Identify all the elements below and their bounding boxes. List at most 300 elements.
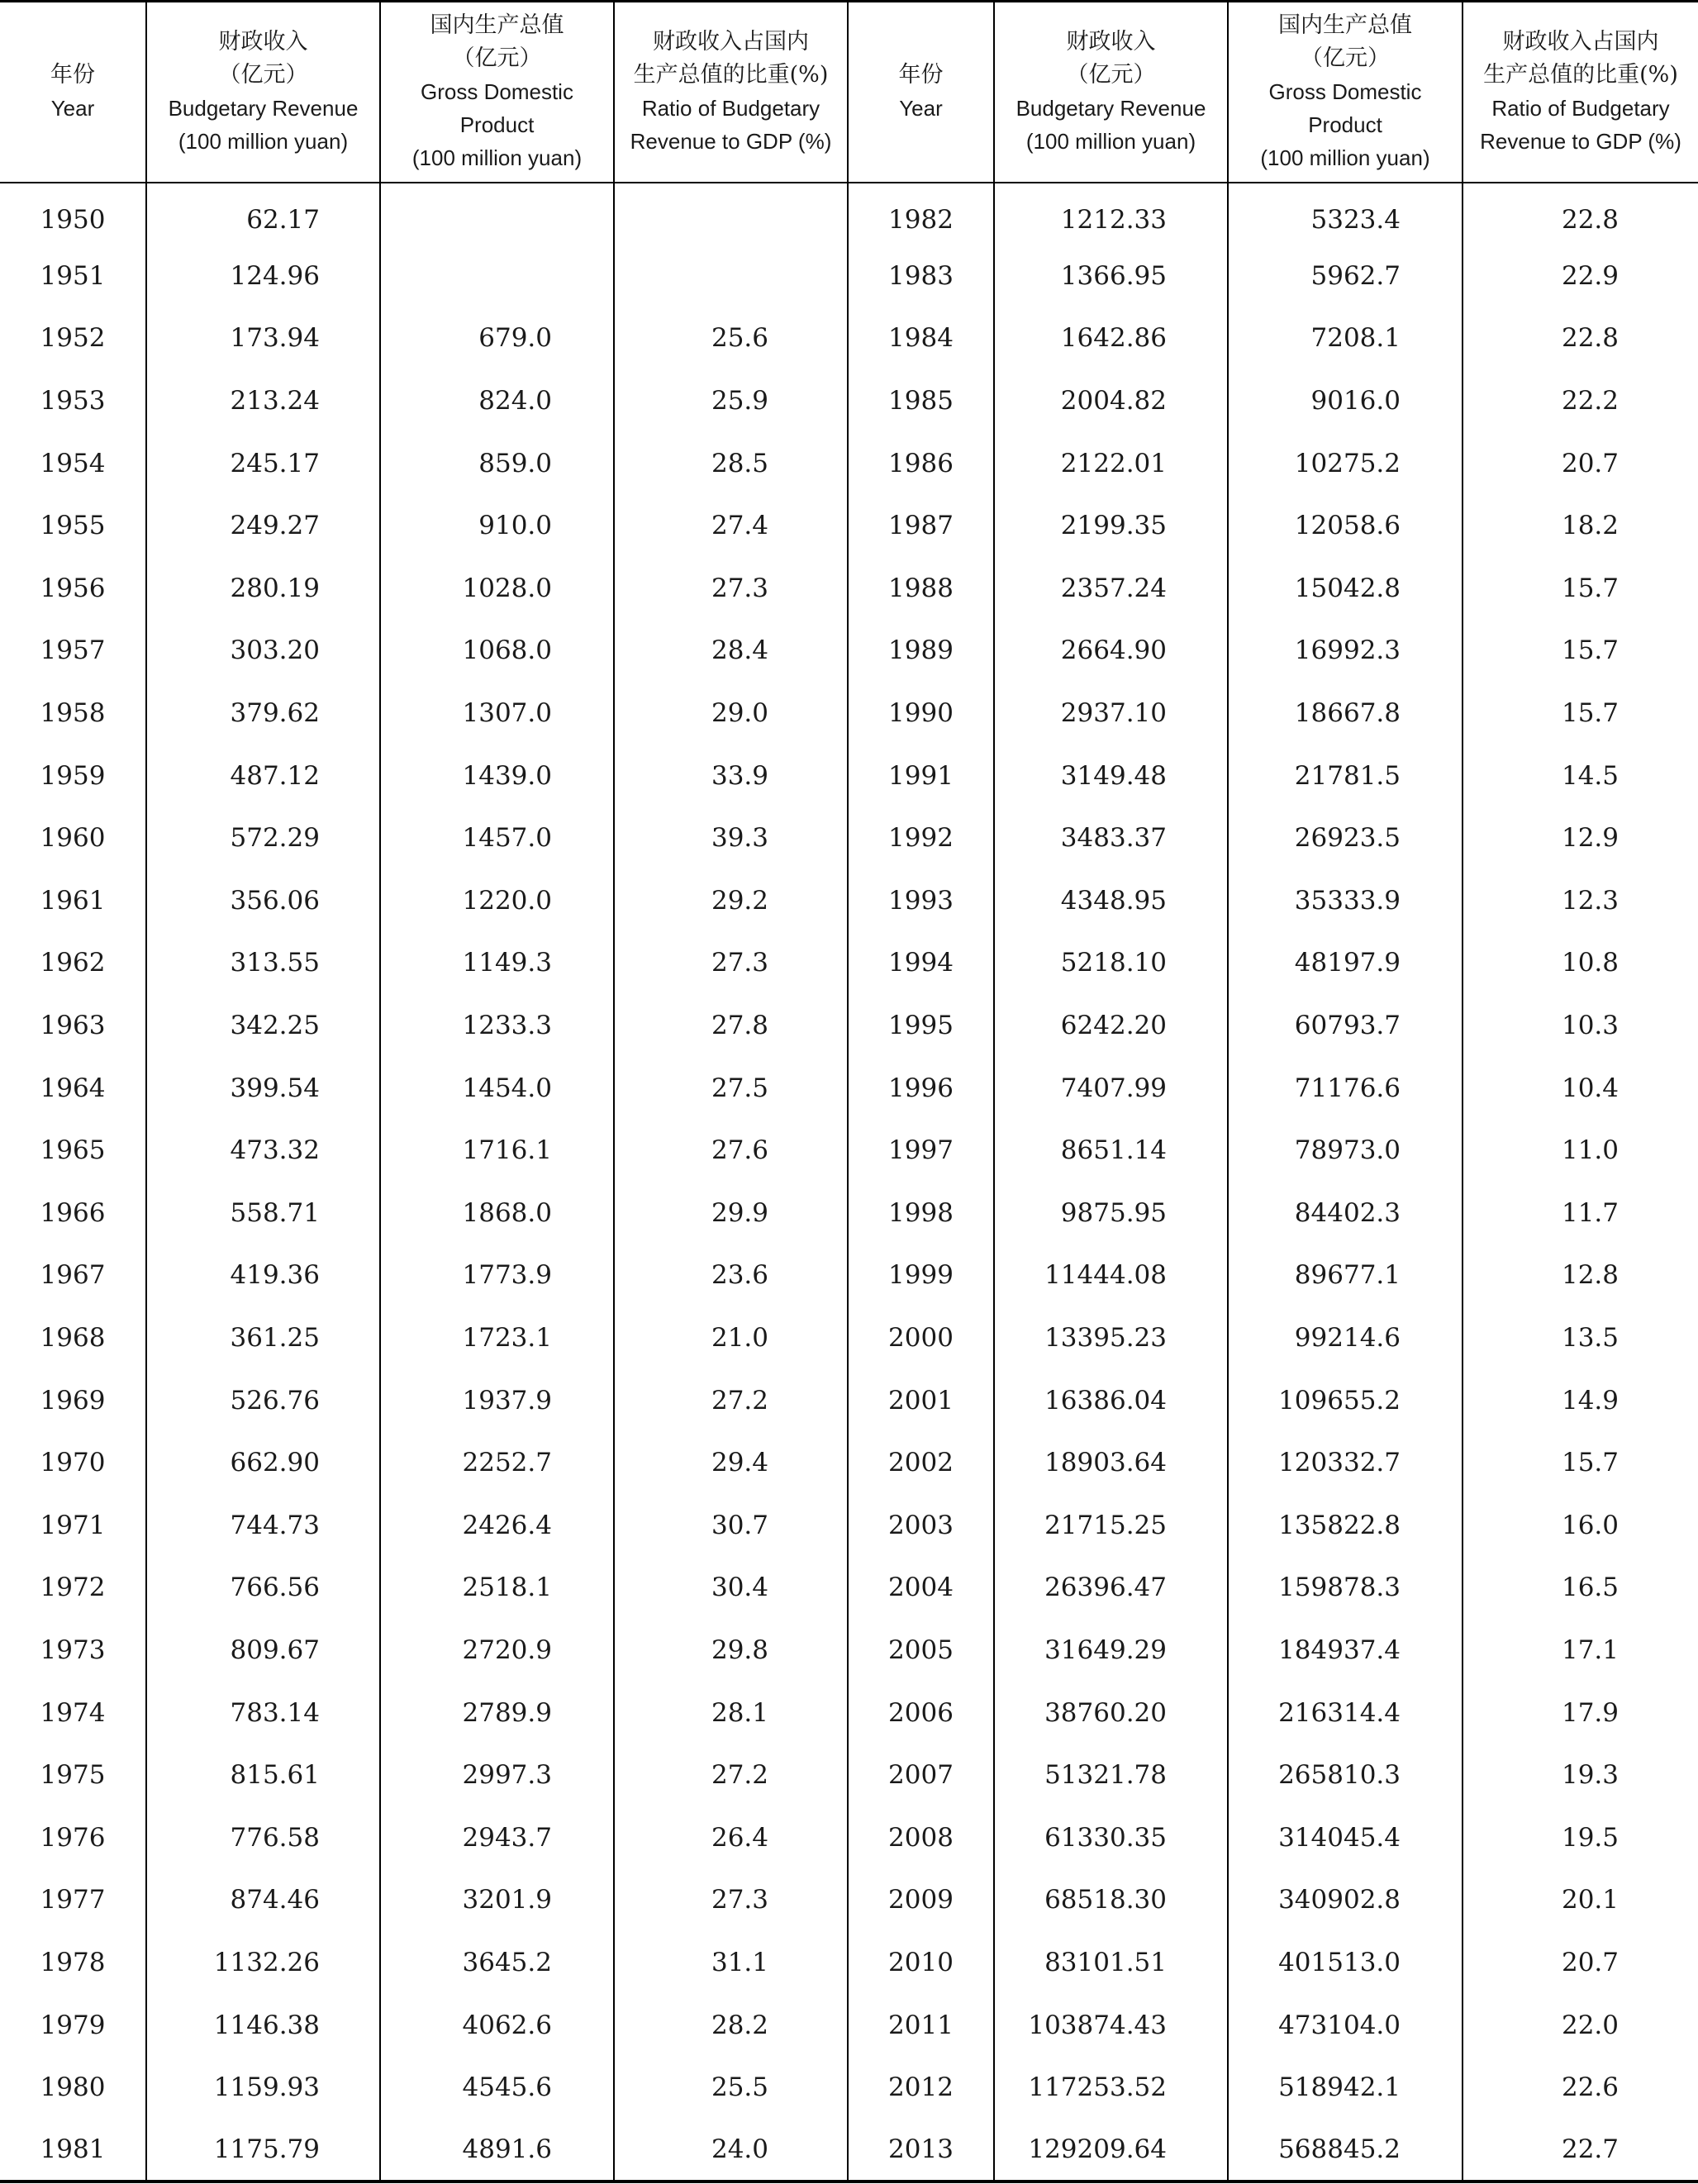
ratio-cell: 12.8 [1463,1244,1698,1307]
ratio-cn-1: 财政收入占国内 [1502,29,1659,55]
year-cell: 1968 [40,1322,106,1353]
revenue-cell: 776.58 [146,1806,380,1869]
gdp-cell: 48197.9 [1228,932,1463,995]
gdp-cell: 184937.4 [1228,1619,1463,1682]
revenue-cell: 815.61 [146,1744,380,1806]
gdp-cell: 568845.2 [1228,2119,1463,2182]
revenue-cell: 21715.25 [994,1494,1228,1557]
ratio-cell: 27.3 [614,1869,848,1932]
ratio-cell: 20.1 [1463,1869,1698,1932]
ratio-cell: 21.0 [614,1306,848,1369]
ratio-cell: 22.8 [1463,307,1698,370]
year-cell: 2009 [848,1869,994,1932]
revenue-cell: 313.55 [146,932,380,995]
col-header-year-2 [848,2,994,183]
year-cell: 1976 [40,1822,106,1853]
year-cell: 1955 [40,511,106,541]
year-cell: 2004 [848,1557,994,1620]
gdp-cell: 340902.8 [1228,1869,1463,1932]
revenue-cell: 9875.95 [994,1182,1228,1244]
revenue-cell: 3483.37 [994,807,1228,869]
table-row [0,557,1698,620]
gdp-cell: 26923.5 [1228,807,1463,869]
gdp-cell: 18667.8 [1228,682,1463,745]
gdp-cell: 2252.7 [380,1431,614,1494]
revenue-cell: 4348.95 [994,869,1228,932]
col-header-revenue-2 [994,2,1228,183]
year-cell: 2000 [848,1306,994,1369]
ratio-cell: 22.9 [1463,245,1698,307]
year-cell: 1966 [40,1197,106,1228]
year-cell: 1977 [40,1885,106,1915]
revenue-cell: 1175.79 [146,2119,380,2182]
revenue-en-2: (100 million yuan) [1025,129,1196,155]
gdp-cell: 2789.9 [380,1682,614,1744]
revenue-cell: 2937.10 [994,682,1228,745]
gdp-cell: 265810.3 [1228,1744,1463,1806]
revenue-cell: 874.46 [146,1869,380,1932]
revenue-cell: 342.25 [146,994,380,1057]
ratio-cell: 19.3 [1463,1744,1698,1806]
year-cell: 2005 [848,1619,994,1682]
revenue-cell: 61330.35 [994,1806,1228,1869]
year-cell: 1970 [40,1448,106,1478]
revenue-cell: 280.19 [146,557,380,620]
gdp-cell: 99214.6 [1228,1306,1463,1369]
year-cell: 1993 [848,869,994,932]
ratio-cell: 18.2 [1463,494,1698,557]
table-row [0,307,1698,370]
ratio-cell: 28.5 [614,432,848,495]
revenue-cn-1: 财政收入 [1066,29,1156,55]
ratio-cell: 28.4 [614,620,848,683]
year-cell: 1971 [40,1510,106,1540]
year-cell: 1957 [40,635,106,666]
ratio-cell: 13.5 [1463,1306,1698,1369]
table-row [0,1431,1698,1494]
gdp-cell: 1457.0 [380,807,614,869]
table-row [0,1994,1698,2057]
year-cell: 1959 [40,760,106,791]
year-en: Year [899,96,943,121]
year-cell: 1990 [848,682,994,745]
year-cell: 1974 [40,1697,106,1728]
gdp-cell: 3645.2 [380,1931,614,1994]
ratio-cell: 17.9 [1463,1682,1698,1744]
revenue-cell: 2357.24 [994,557,1228,620]
revenue-cell: 379.62 [146,682,380,745]
revenue-cell: 5218.10 [994,932,1228,995]
gdp-cell: 71176.6 [1228,1057,1463,1120]
ratio-cell: 20.7 [1463,432,1698,495]
gdp-cell: 120332.7 [1228,1431,1463,1494]
ratio-cell: 14.9 [1463,1369,1698,1432]
ratio-cell: 31.1 [614,1931,848,1994]
year-cell: 1983 [848,245,994,307]
gdp-cell: 910.0 [380,494,614,557]
ratio-cell: 22.6 [1463,2056,1698,2119]
year-cell: 1995 [848,994,994,1057]
table-row [0,1057,1698,1120]
table-row [0,1557,1698,1620]
revenue-en-1: Budgetary Revenue [1015,96,1206,121]
year-cell: 1975 [40,1760,106,1791]
year-cell: 1972 [40,1573,106,1603]
revenue-cell: 173.94 [146,307,380,370]
ratio-cell [614,183,848,245]
revenue-cell: 16386.04 [994,1369,1228,1432]
gdp-cell: 1233.3 [380,994,614,1057]
year-cn: 年份 [898,62,944,88]
gdp-cell: 1439.0 [380,745,614,807]
year-cell: 1985 [848,369,994,432]
ratio-en-2: Revenue to GDP (%) [1480,129,1681,155]
year-cell: 1978 [40,1947,106,1977]
gdp-cell: 2943.7 [380,1806,614,1869]
table-row [0,745,1698,807]
gdp-cell: 859.0 [380,432,614,495]
revenue-cell: 68518.30 [994,1869,1228,1932]
gdp-cell: 1723.1 [380,1306,614,1369]
gdp-cn-2: （亿元） [1301,45,1390,72]
gdp-en-2: Product [1308,112,1382,138]
year-cell: 1967 [40,1260,106,1291]
gdp-cell: 401513.0 [1228,1931,1463,1994]
gdp-cell: 1454.0 [380,1057,614,1120]
year-en: Year [50,96,95,121]
gdp-cell: 10275.2 [1228,432,1463,495]
ratio-cn-2: 生产总值的比重(%) [1483,62,1678,88]
gdp-cell [380,183,614,245]
revenue-cell: 213.24 [146,369,380,432]
ratio-cell: 15.7 [1463,682,1698,745]
year-cell: 2007 [848,1744,994,1806]
ratio-cell: 27.4 [614,494,848,557]
table-row [0,994,1698,1057]
revenue-cell: 245.17 [146,432,380,495]
year-cell: 1973 [40,1634,106,1665]
year-cell: 2001 [848,1369,994,1432]
gdp-cell: 7208.1 [1228,307,1463,370]
gdp-cell: 21781.5 [1228,745,1463,807]
gdp-cell: 1307.0 [380,682,614,745]
table-row [0,1119,1698,1182]
col-header-ratio [614,2,848,183]
revenue-cell: 419.36 [146,1244,380,1307]
ratio-en-1: Ratio of Budgetary [641,96,820,121]
revenue-cell: 473.32 [146,1119,380,1182]
revenue-cell: 1212.33 [994,183,1228,245]
revenue-cell: 2122.01 [994,432,1228,495]
ratio-cell: 30.4 [614,1557,848,1620]
year-cell: 1953 [40,386,106,416]
gdp-cell: 518942.1 [1228,2056,1463,2119]
year-cell: 1969 [40,1385,106,1416]
revenue-en-1: Budgetary Revenue [168,96,359,121]
ratio-cell: 15.7 [1463,620,1698,683]
table-row [0,807,1698,869]
gdp-cell: 4891.6 [380,2119,614,2182]
year-cell: 1994 [848,932,994,995]
revenue-cell: 399.54 [146,1057,380,1120]
ratio-cell: 39.3 [614,807,848,869]
year-cell: 1954 [40,448,106,478]
gdp-cell: 89677.1 [1228,1244,1463,1307]
ratio-cell: 29.4 [614,1431,848,1494]
ratio-cell: 27.3 [614,557,848,620]
revenue-cell: 744.73 [146,1494,380,1557]
gdp-cell: 16992.3 [1228,620,1463,683]
ratio-cell: 10.4 [1463,1057,1698,1120]
gdp-cell: 15042.8 [1228,557,1463,620]
ratio-en-1: Ratio of Budgetary [1491,96,1670,121]
gdp-cell: 1220.0 [380,869,614,932]
year-cell: 1965 [40,1135,106,1166]
ratio-cell: 30.7 [614,1494,848,1557]
ratio-cn-2: 生产总值的比重(%) [633,62,829,88]
revenue-cell: 62.17 [146,183,380,245]
year-cell: 1999 [848,1244,994,1307]
revenue-cell: 129209.64 [994,2119,1228,2182]
ratio-cell: 17.1 [1463,1619,1698,1682]
gdp-cell: 216314.4 [1228,1682,1463,1744]
gdp-cell: 1068.0 [380,620,614,683]
table-row [0,1244,1698,1307]
revenue-cell: 558.71 [146,1182,380,1244]
gdp-cell: 135822.8 [1228,1494,1463,1557]
revenue-cn-2: （亿元） [218,62,308,88]
gdp-en-2: Product [459,112,535,138]
gdp-cell: 473104.0 [1228,1994,1463,2057]
revenue-cell: 1642.86 [994,307,1228,370]
ratio-cell: 10.8 [1463,932,1698,995]
revenue-cell: 303.20 [146,620,380,683]
year-cell: 1963 [40,1011,106,1041]
year-cell: 1980 [40,2072,106,2103]
year-cell: 2008 [848,1806,994,1869]
year-cell: 1997 [848,1119,994,1182]
table-row [0,620,1698,683]
gdp-cell: 2997.3 [380,1744,614,1806]
table-row [0,369,1698,432]
table-row [0,245,1698,307]
gdp-en-3: (100 million yuan) [411,145,583,171]
ratio-cell: 11.0 [1463,1119,1698,1182]
year-cell: 2012 [848,2056,994,2119]
ratio-cell: 23.6 [614,1244,848,1307]
table-row [0,1682,1698,1744]
year-cell: 1951 [40,260,106,291]
col-header-gdp [380,2,614,183]
revenue-cell: 117253.52 [994,2056,1228,2119]
ratio-cell [614,245,848,307]
ratio-cell: 22.7 [1463,2119,1698,2182]
gdp-cell: 78973.0 [1228,1119,1463,1182]
ratio-cell: 27.2 [614,1744,848,1806]
ratio-cell: 33.9 [614,745,848,807]
ratio-cell: 16.0 [1463,1494,1698,1557]
revenue-cell: 783.14 [146,1682,380,1744]
revenue-cell: 103874.43 [994,1994,1228,2057]
header-row [0,2,1698,183]
year-cell: 2003 [848,1494,994,1557]
ratio-cell: 25.5 [614,2056,848,2119]
ratio-cell: 27.3 [614,932,848,995]
revenue-cell: 38760.20 [994,1682,1228,1744]
gdp-cell: 679.0 [380,307,614,370]
gdp-cell: 12058.6 [1228,494,1463,557]
gdp-cell: 1028.0 [380,557,614,620]
ratio-cell: 15.7 [1463,1431,1698,1494]
year-cell: 1992 [848,807,994,869]
ratio-cell: 25.6 [614,307,848,370]
gdp-en-3: (100 million yuan) [1260,145,1430,171]
col-header-gdp-2 [1228,2,1463,183]
revenue-cell: 766.56 [146,1557,380,1620]
revenue-cell: 31649.29 [994,1619,1228,1682]
revenue-cell: 13395.23 [994,1306,1228,1369]
col-header-year [0,2,146,183]
table-row [0,432,1698,495]
ratio-cell: 16.5 [1463,1557,1698,1620]
ratio-cell: 10.3 [1463,994,1698,1057]
ratio-cn-1: 财政收入占国内 [653,29,809,55]
revenue-cell: 361.25 [146,1306,380,1369]
gdp-cell: 2720.9 [380,1619,614,1682]
year-cell: 1952 [40,323,106,354]
revenue-cell: 809.67 [146,1619,380,1682]
year-cell: 1991 [848,745,994,807]
gdp-cell: 4062.6 [380,1994,614,2057]
revenue-cell: 6242.20 [994,994,1228,1057]
table-row [0,682,1698,745]
year-cell: 1998 [848,1182,994,1244]
revenue-cell: 11444.08 [994,1244,1228,1307]
revenue-cell: 26396.47 [994,1557,1228,1620]
table-row [0,1869,1698,1932]
year-cell: 1988 [848,557,994,620]
ratio-cell: 29.9 [614,1182,848,1244]
year-cell: 1961 [40,885,106,916]
table-row [0,183,1698,245]
revenue-cn-1: 财政收入 [218,29,308,55]
table-row [0,1306,1698,1369]
gdp-cell: 3201.9 [380,1869,614,1932]
year-cell: 2010 [848,1931,994,1994]
col-header-revenue [146,2,380,183]
revenue-cell: 7407.99 [994,1057,1228,1120]
table-row [0,1369,1698,1432]
gdp-cell: 1716.1 [380,1119,614,1182]
year-cell: 1956 [40,573,106,603]
gdp-cell: 1149.3 [380,932,614,995]
year-cell: 1989 [848,620,994,683]
ratio-cell: 25.9 [614,369,848,432]
gdp-en-1: Gross Domestic [421,79,573,105]
revenue-cell: 1132.26 [146,1931,380,1994]
ratio-cell: 28.2 [614,1994,848,2057]
gdp-en-1: Gross Domestic [1268,79,1422,105]
ratio-cell: 27.8 [614,994,848,1057]
ratio-cell: 22.2 [1463,369,1698,432]
gdp-cell: 1937.9 [380,1369,614,1432]
ratio-cell: 28.1 [614,1682,848,1744]
gdp-cell: 109655.2 [1228,1369,1463,1432]
table-row [0,2056,1698,2119]
year-cell: 1981 [0,2119,146,2182]
gdp-cell: 1773.9 [380,1244,614,1307]
revenue-cell: 18903.64 [994,1431,1228,1494]
revenue-cell: 2199.35 [994,494,1228,557]
gdp-cell: 1868.0 [380,1182,614,1244]
ratio-cell: 12.3 [1463,869,1698,932]
gdp-cn-1: 国内生产总值 [1278,12,1412,39]
year-cell: 1962 [40,948,106,978]
gdp-cell: 35333.9 [1228,869,1463,932]
gdp-cell: 60793.7 [1228,994,1463,1057]
revenue-cell: 51321.78 [994,1744,1228,1806]
year-cell: 2011 [848,1994,994,2057]
revenue-cell: 124.96 [146,245,380,307]
revenue-cell: 8651.14 [994,1119,1228,1182]
ratio-cell: 29.0 [614,682,848,745]
table-row [0,1744,1698,1806]
gdp-cell: 9016.0 [1228,369,1463,432]
gdp-cell: 159878.3 [1228,1557,1463,1620]
gdp-cell: 314045.4 [1228,1806,1463,1869]
gdp-cn-1: 国内生产总值 [430,12,564,39]
gdp-cell: 5323.4 [1228,183,1463,245]
revenue-cell: 1366.95 [994,245,1228,307]
table-row [0,1494,1698,1557]
revenue-cell: 662.90 [146,1431,380,1494]
year-cell: 1979 [40,2010,106,2040]
revenue-cell: 83101.51 [994,1931,1228,1994]
ratio-cell: 12.9 [1463,807,1698,869]
ratio-cell: 24.0 [614,2119,848,2182]
year-cell: 1987 [848,494,994,557]
ratio-cell: 19.5 [1463,1806,1698,1869]
revenue-cell: 1159.93 [146,2056,380,2119]
table-row [0,1182,1698,1244]
revenue-en-2: (100 million yuan) [178,129,349,155]
year-cell: 1958 [40,698,106,729]
table-row [0,1931,1698,1994]
revenue-cell: 572.29 [146,807,380,869]
gdp-cell: 824.0 [380,369,614,432]
table-row [0,1619,1698,1682]
year-cell: 1984 [848,307,994,370]
table-row [0,494,1698,557]
table-body [0,183,1698,2182]
table-row [0,869,1698,932]
year-cell: 1960 [40,823,106,854]
gdp-cell: 5962.7 [1228,245,1463,307]
gdp-cell: 84402.3 [1228,1182,1463,1244]
year-cn: 年份 [50,62,95,88]
table-row [0,2119,1698,2182]
gdp-cell [380,245,614,307]
ratio-cell: 11.7 [1463,1182,1698,1244]
revenue-cn-2: （亿元） [1066,62,1156,88]
year-cell: 1996 [848,1057,994,1120]
table-row [0,932,1698,995]
year-cell: 1964 [40,1073,106,1103]
year-cell: 1982 [848,183,994,245]
col-header-ratio-2 [1463,2,1698,183]
revenue-cell: 1146.38 [146,1994,380,2057]
ratio-en-2: Revenue to GDP (%) [630,129,832,155]
